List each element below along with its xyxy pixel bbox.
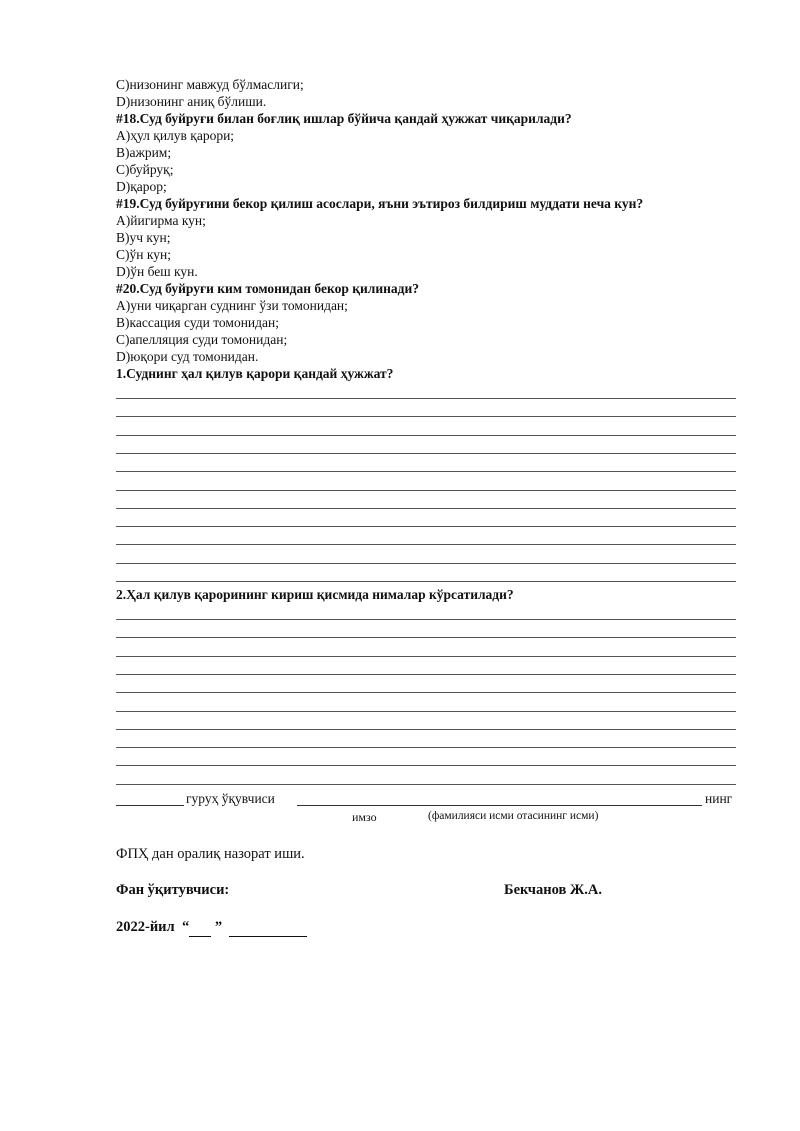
teacher-label: Фан ўқитувчиси: <box>116 882 230 898</box>
answer-line[interactable] <box>116 637 736 638</box>
answer-option: D)юқори суд томонидан. <box>116 349 259 364</box>
answer-line[interactable] <box>116 784 736 785</box>
answer-option: A)уни чиқарган суднинг ўзи томонидан; <box>116 298 348 313</box>
answer-option: C)апелляция суди томонидан; <box>116 332 288 347</box>
answer-line[interactable] <box>116 581 736 582</box>
quote-open: “ <box>181 919 190 935</box>
answer-line[interactable] <box>116 544 736 545</box>
subject-title: ФПҲ дан оралиқ назорат иши. <box>116 846 305 862</box>
question-heading: #20.Суд буйруғи ким томонидан бекор қилинади? <box>116 281 419 296</box>
answer-line[interactable] <box>116 416 736 417</box>
answer-option: D)ўн беш кун. <box>116 264 198 279</box>
quote-close: ” <box>214 919 223 935</box>
answer-line[interactable] <box>116 508 736 509</box>
question-heading: #19.Суд буйруғини бекор қилиш асослари, яъни эътироз билдириш муддати неча кун? <box>116 196 644 211</box>
answer-option: A)ҳул қилув қарори; <box>116 128 235 143</box>
answer-option: C)буйруқ; <box>116 162 174 177</box>
answer-line[interactable] <box>116 453 736 454</box>
answer-line[interactable] <box>116 435 736 436</box>
group-blank[interactable] <box>116 805 184 806</box>
question-heading: #18.Суд буйруғи билан боғлиқ ишлар бўйича қандай ҳужжат чиқарилади? <box>116 111 572 126</box>
questions-block <box>116 76 756 382</box>
answer-line[interactable] <box>116 656 736 657</box>
answer-option: B)уч кун; <box>116 230 171 245</box>
answer-line[interactable] <box>116 747 736 748</box>
question-2: 2.Ҳал қилув қарорининг кириш қисмида нималар кўрсатилади? <box>116 587 514 602</box>
ning-label: нинг <box>705 791 733 806</box>
teacher-name: Бекчанов Ж.А. <box>504 882 602 898</box>
answer-option: D)қарор; <box>116 179 167 194</box>
year-label: 2022-йил <box>116 919 175 935</box>
answer-line[interactable] <box>116 490 736 491</box>
answer-line[interactable] <box>116 526 736 527</box>
month-blank[interactable] <box>229 919 307 937</box>
answer-line[interactable] <box>116 674 736 675</box>
signature-line <box>116 791 742 809</box>
answer-line[interactable] <box>116 619 736 620</box>
fio-hint: (фамилияси исми отасининг исми) <box>428 810 599 822</box>
answer-line[interactable] <box>116 765 736 766</box>
answer-option: B)кассация суди томонидан; <box>116 315 279 330</box>
group-label: гуруҳ ўқувчиси <box>186 791 275 806</box>
answer-option: C)ўн кун; <box>116 247 171 262</box>
imzo-label: имзо <box>352 810 377 824</box>
student-name-blank[interactable] <box>297 805 702 806</box>
answer-line[interactable] <box>116 398 736 399</box>
answer-line[interactable] <box>116 471 736 472</box>
answer-option: D)низонинг аниқ бўлиши. <box>116 94 267 109</box>
question-heading: 1.Суднинг ҳал қилув қарори қандай ҳужжат? <box>116 366 394 381</box>
answer-line[interactable] <box>116 729 736 730</box>
date-line <box>116 919 307 937</box>
answer-option: C)низонинг мавжуд бўлмаслиги; <box>116 77 304 92</box>
answer-option: A)йигирма кун; <box>116 213 206 228</box>
day-blank[interactable] <box>189 919 211 937</box>
answer-line[interactable] <box>116 692 736 693</box>
answer-option: B)ажрим; <box>116 145 172 160</box>
answer-line[interactable] <box>116 563 736 564</box>
answer-line[interactable] <box>116 711 736 712</box>
